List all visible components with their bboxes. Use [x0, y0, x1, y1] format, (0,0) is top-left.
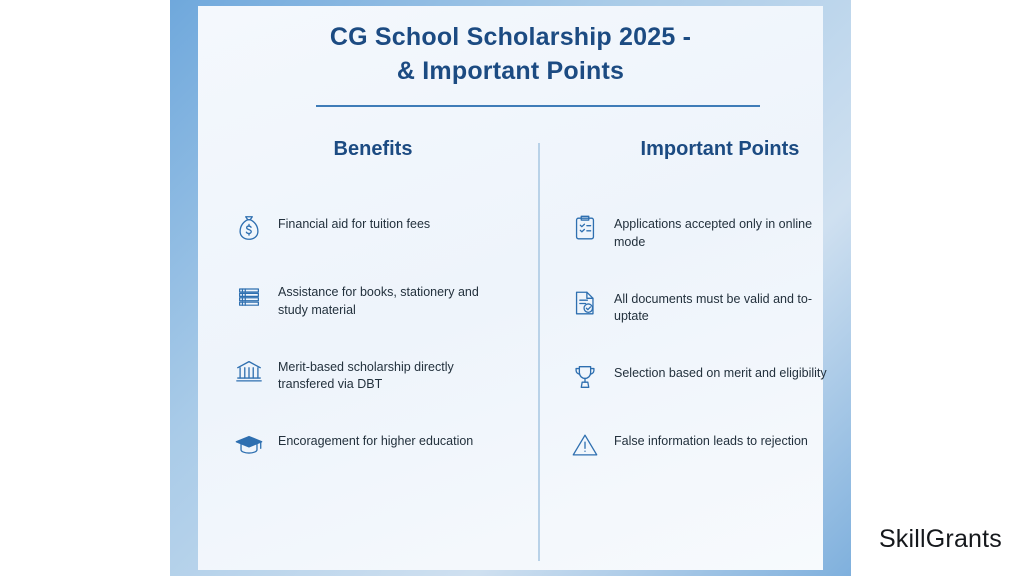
list-item — [208, 211, 538, 245]
title-divider — [316, 105, 760, 107]
list-item — [208, 428, 538, 462]
graduation-cap-icon — [232, 428, 266, 462]
list-item-text: Selection based on merit and eligibility — [614, 366, 827, 380]
list-item — [208, 279, 538, 320]
list-item-text: All documents must be valid and to-uptate — [614, 291, 813, 324]
important-points-heading: Important Points — [640, 138, 800, 160]
list-item-text: False information leads to rejection — [614, 434, 808, 448]
list-item — [208, 354, 538, 395]
page-title-line-1: CG School Scholarship 2025 - — [329, 23, 692, 51]
columns-container — [198, 138, 827, 570]
trophy-icon — [568, 360, 602, 394]
list-item-text: Assistance for books, stationery and study material — [278, 285, 479, 317]
list-item — [550, 428, 880, 462]
infographic-card — [170, 0, 851, 576]
books-stack-icon — [232, 279, 266, 313]
list-item-text: Applications accepted only in online mode — [614, 217, 813, 249]
clipboard-check-icon — [568, 211, 602, 245]
list-item-text: Financial aid for tuition fees — [278, 217, 431, 231]
list-item — [550, 286, 880, 327]
benefits-heading: Benefits — [333, 138, 413, 160]
important-points-column — [550, 138, 880, 496]
money-bag-icon — [232, 211, 266, 245]
watermark-logo: SkillGrants — [878, 525, 1002, 553]
list-item — [550, 360, 880, 394]
list-item — [550, 211, 880, 252]
warning-triangle-icon — [568, 428, 602, 462]
infographic-card-inner — [198, 6, 827, 570]
page-title — [198, 20, 823, 88]
column-divider — [538, 143, 540, 561]
list-item-text: Merit-based scholarship directly transfered via DBT — [278, 359, 454, 392]
page-title-line-2: & Important Points — [396, 57, 625, 85]
list-item-text: Encoragement for higher education — [278, 434, 474, 448]
benefits-column — [208, 138, 538, 496]
document-verified-icon — [568, 286, 602, 320]
bank-icon — [232, 354, 266, 388]
